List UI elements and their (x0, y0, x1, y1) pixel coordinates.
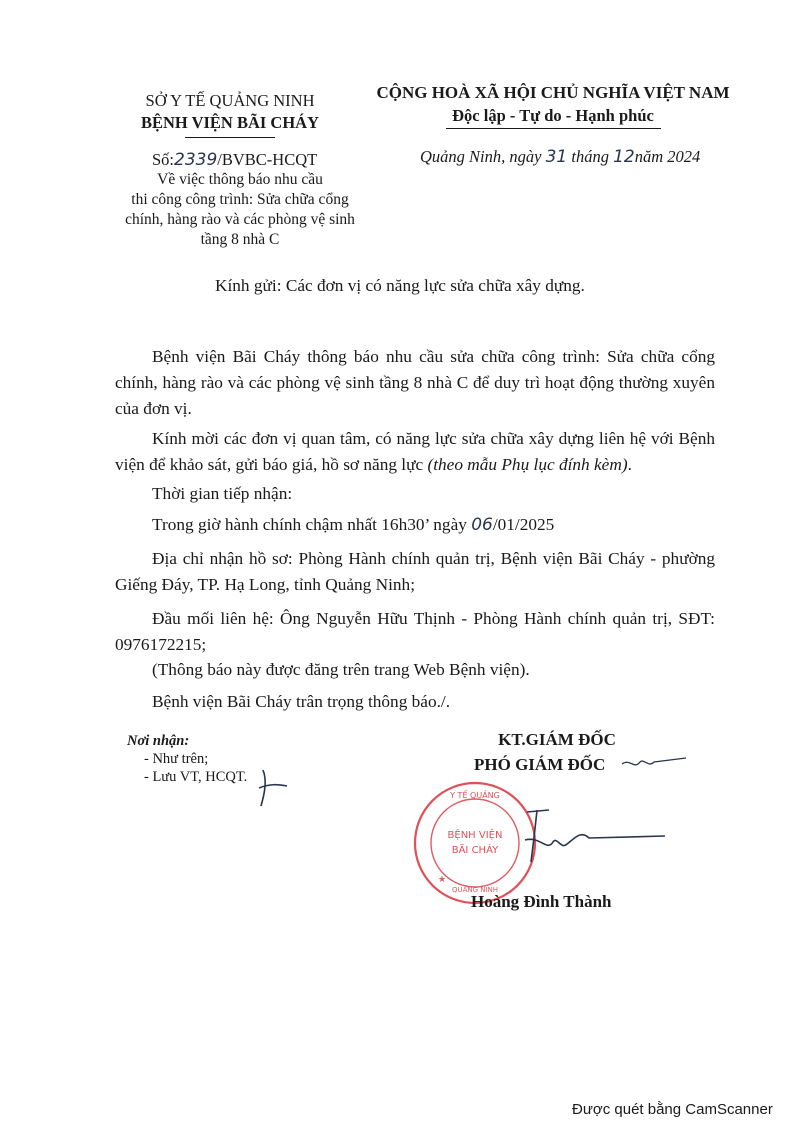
paragraph-2-text: Kính mời các đơn vị quan tâm, có năng lực sửa chữa xây dựng liên hệ với Bệnh viện để khảo sát, gửi báo giá, hồ sơ năng lực (115, 429, 715, 474)
recipients-item: - Lưu VT, HCQT. (144, 769, 248, 785)
doc-number-suffix: /BVBC-HCQT (217, 150, 318, 169)
recipients-title: Nơi nhận: (127, 733, 190, 749)
web-note: (Thông báo này được đăng trên trang Web Bệnh viện). (152, 660, 530, 679)
subject-line: tầng 8 nhà C (200, 231, 280, 248)
time-line (152, 515, 554, 535)
recipient: Kính gửi: Các đơn vị có năng lực sửa chữa xây dựng. (215, 276, 585, 295)
stamp-line-2: BÃI CHÁY (451, 845, 499, 856)
address-paragraph: Địa chỉ nhận hồ sơ: Phòng Hành chính quản trị, Bệnh viện Bãi Cháy - phường Giếng Đáy, TP. Hạ Long, tỉnh Quảng Ninh; (115, 549, 715, 594)
motto: Độc lập - Tự do - Hạnh phúc (452, 106, 654, 125)
time-prefix: Trong giờ hành chính chậm nhất 16h30’ ngày (152, 515, 472, 534)
date-year: năm 2024 (634, 147, 701, 166)
signature-line-1: KT.GIÁM ĐỐC (498, 730, 616, 749)
appendix-reference: (theo mẫu Phụ lục đính kèm) (427, 455, 628, 474)
contact-paragraph: Đầu mối liên hệ: Ông Nguyễn Hữu Thịnh - Phòng Hành chính quản trị, SĐT: 0976172215; (115, 609, 715, 654)
date-day: 31 (545, 147, 568, 167)
recipients-block (127, 732, 247, 786)
date-line (420, 147, 700, 167)
doc-number-prefix: Số: (152, 150, 175, 169)
signer-name: Hoàng Đình Thành (471, 892, 612, 911)
org-underline (185, 137, 275, 138)
right-header (368, 81, 738, 129)
stamp-line-1: BỆNH VIỆN (447, 830, 503, 841)
stamp-bottom-text: QUẢNG NINH (451, 886, 499, 894)
subject-block (110, 170, 370, 250)
title-initials (620, 752, 690, 774)
signature-scribble (505, 800, 675, 870)
left-header (100, 90, 360, 138)
country-name: CỘNG HOÀ XÃ HỘI CHỦ NGHĨA VIỆT NAM (376, 83, 730, 102)
signature-line-2: PHÓ GIÁM ĐỐC (474, 755, 606, 774)
camscanner-watermark: Được quét bằng CamScanner (572, 1101, 773, 1118)
subject-line: Về việc thông báo nhu cầu (157, 171, 323, 188)
doc-number-handwritten: 2339 (174, 150, 218, 170)
motto-underline (446, 128, 661, 129)
stamp-star-icon: ★ (438, 875, 447, 885)
date-place: Quảng Ninh, ngày (420, 147, 542, 166)
body-paragraph-2 (115, 426, 715, 478)
initial-mark (255, 762, 295, 812)
doc-number (152, 150, 317, 170)
org-parent: SỞ Y TẾ QUẢNG NINH (145, 91, 315, 110)
date-month-label: tháng (571, 147, 609, 166)
recipients-item: - Như trên; (144, 751, 209, 767)
org-name: BỆNH VIỆN BÃI CHÁY (140, 113, 320, 132)
date-month: 12 (613, 147, 635, 167)
body-paragraph-1: Bệnh viện Bãi Cháy thông báo nhu cầu sửa chữa công trình: Sửa chữa cổng chính, hàng rào và các phòng vệ sinh tầng 8 nhà C để duy trì hoạt động thường xuyên của đơn vị. (115, 347, 715, 418)
closing-line: Bệnh viện Bãi Cháy trân trọng thông báo./. (152, 692, 451, 711)
subject-line: chính, hàng rào và các phòng vệ sinh (125, 211, 355, 228)
time-label: Thời gian tiếp nhận: (152, 484, 293, 503)
time-day: 06 (471, 515, 493, 535)
paragraph-2-end: . (627, 455, 632, 474)
stamp-top-text: Y TẾ QUẢNG (450, 791, 500, 800)
subject-line: thi công công trình: Sửa chữa cổng (131, 191, 349, 208)
time-suffix: /01/2025 (492, 515, 555, 534)
